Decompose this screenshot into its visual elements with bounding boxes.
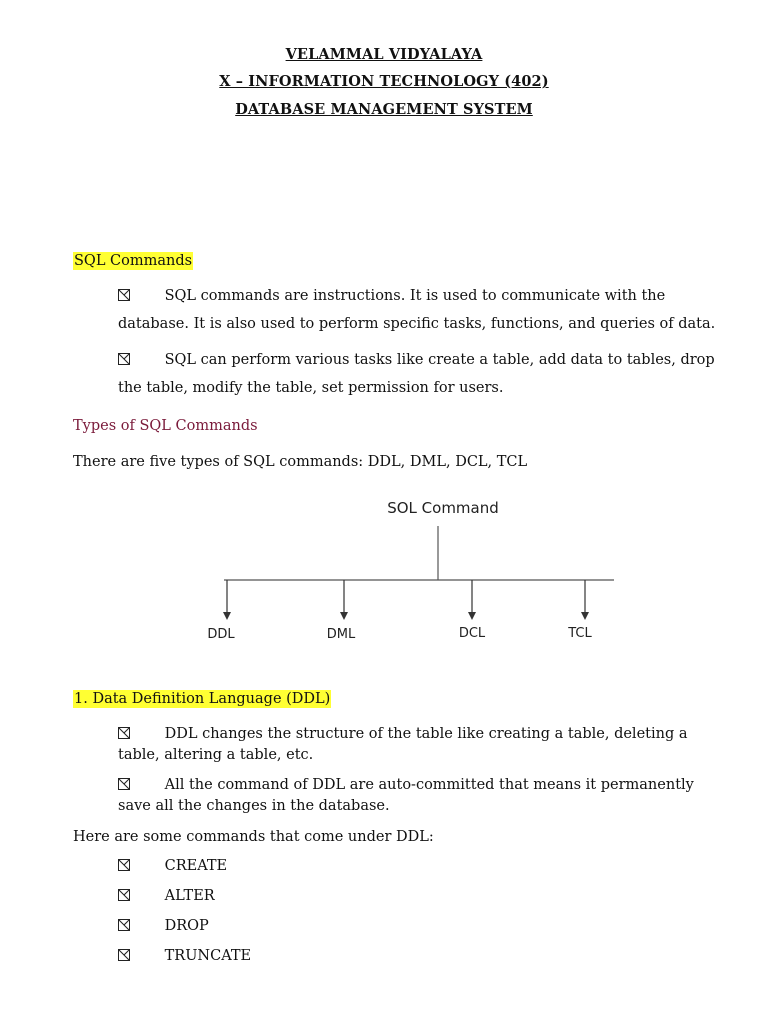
boxed-x-icon — [118, 289, 130, 301]
types-intro: There are five types of SQL commands: DDL, DML, DCL, TCL — [73, 454, 528, 470]
list-item — [118, 942, 251, 970]
boxed-x-icon — [118, 859, 130, 871]
section-heading-ddl: 1. Data Definition Language (DDL) — [74, 691, 331, 707]
diagram-child-label: DCL — [458, 626, 486, 641]
bullet-paragraph — [118, 282, 738, 338]
bullet-paragraph — [118, 346, 738, 402]
ddl-command-label: CREATE — [164, 858, 228, 874]
bullet-line: All the command of DDL are auto-committed that means it permanently — [164, 777, 694, 793]
boxed-x-icon — [118, 889, 130, 901]
boxed-x-icon — [118, 727, 130, 739]
diagram-child-label: TCL — [568, 626, 592, 641]
subject-title: X – INFORMATION TECHNOLOGY (402) — [219, 73, 549, 90]
diagram-arrow — [340, 580, 348, 620]
list-item — [118, 912, 209, 940]
ddl-command-label: DROP — [164, 918, 209, 934]
sql-command-diagram — [0, 490, 768, 650]
bullet-line: save all the changes in the database. — [118, 798, 390, 814]
boxed-x-icon — [118, 778, 130, 790]
boxed-x-icon — [118, 919, 130, 931]
diagram-arrow — [581, 580, 589, 620]
section-heading-types: Types of SQL Commands — [73, 418, 258, 434]
bullet-line: SQL can perform various tasks like create a table, add data to tables, drop — [164, 352, 715, 368]
bullet-line: SQL commands are instructions. It is used to communicate with the — [164, 288, 666, 304]
list-item — [118, 852, 227, 880]
diagram-root-label: SOL Command — [387, 499, 499, 517]
ddl-command-label: ALTER — [164, 888, 215, 904]
bullet-paragraph — [118, 724, 738, 766]
boxed-x-icon — [118, 353, 130, 365]
diagram-arrow — [468, 580, 476, 620]
ddl-command-label: TRUNCATE — [164, 948, 252, 964]
bullet-paragraph — [118, 775, 738, 817]
bullet-line: table, altering a table, etc. — [118, 747, 314, 763]
section-heading-sql-commands: SQL Commands — [74, 253, 193, 269]
topic-title: DATABASE MANAGEMENT SYSTEM — [235, 101, 533, 118]
list-item — [118, 882, 215, 910]
ddl-commands-intro: Here are some commands that come under DDL: — [73, 829, 434, 845]
school-title: VELAMMAL VIDYALAYA — [285, 46, 483, 63]
bullet-line: database. It is also used to perform specific tasks, functions, and queries of data. — [118, 316, 716, 332]
bullet-line: DDL changes the structure of the table like creating a table, deleting a — [164, 726, 688, 742]
diagram-child-label: DML — [326, 627, 356, 642]
boxed-x-icon — [118, 949, 130, 961]
bullet-line: the table, modify the table, set permission for users. — [118, 380, 504, 396]
diagram-child-label: DDL — [207, 627, 235, 642]
diagram-arrow — [223, 580, 231, 620]
